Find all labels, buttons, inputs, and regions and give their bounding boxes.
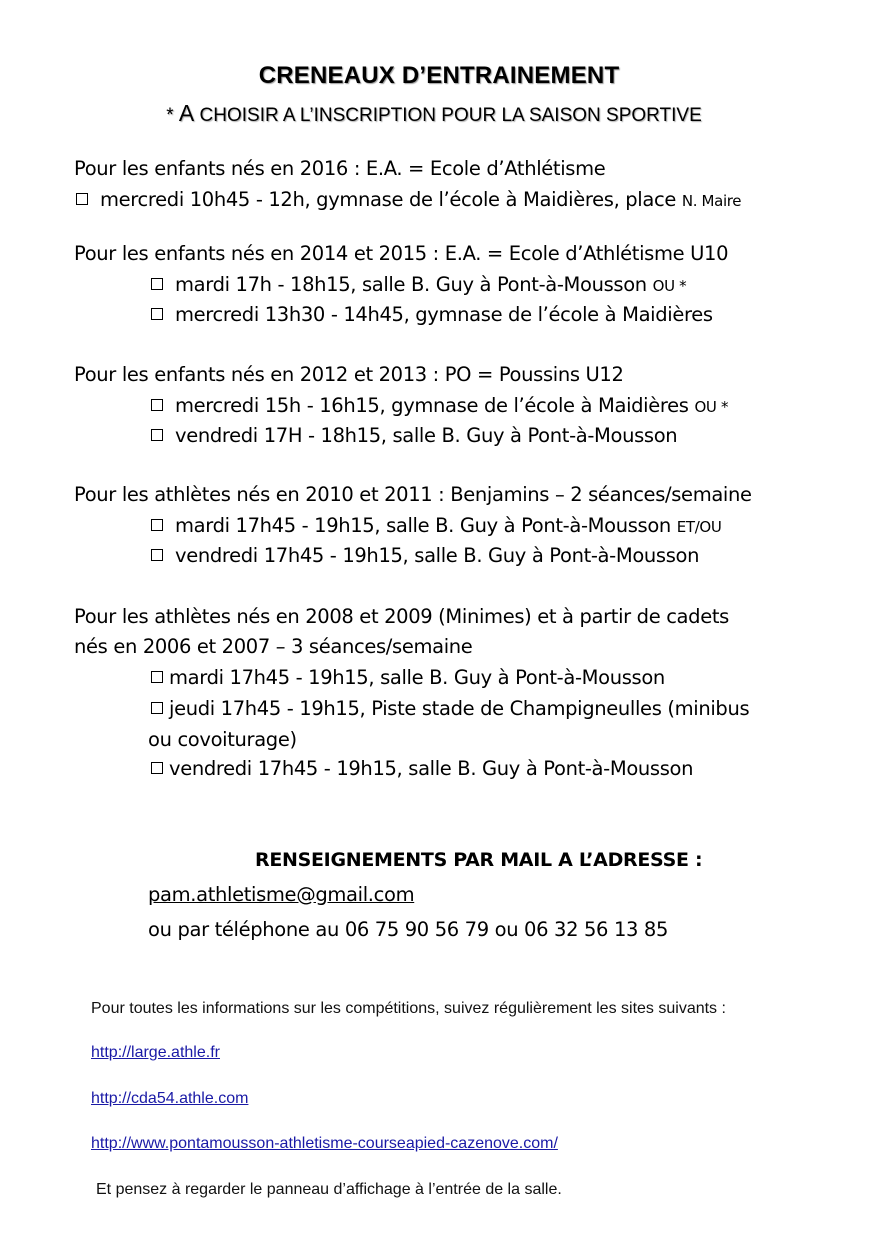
slot-2014-mercredi[interactable] xyxy=(151,303,713,326)
slot-text: mercredi 10h45 - 12h, gymnase de l’école à Maidières, place xyxy=(100,188,682,211)
checkbox[interactable] xyxy=(151,762,163,774)
group-heading-2010-2011: Pour les athlètes nés en 2010 et 2011 : Benjamins – 2 séances/semaine xyxy=(74,483,752,506)
group-heading-2008-2009-line2: nés en 2006 et 2007 – 3 séances/semaine xyxy=(74,635,473,658)
checkbox[interactable] xyxy=(151,278,163,290)
page-subtitle xyxy=(0,100,868,127)
slot-text: vendredi 17h45 - 19h15, salle B. Guy à Pont-à-Mousson xyxy=(169,757,694,780)
checkbox[interactable] xyxy=(151,308,163,320)
group-heading-2012-2013: Pour les enfants nés en 2012 et 2013 : PO = Poussins U12 xyxy=(74,363,624,386)
slot-text: mardi 17h45 - 19h15, salle B. Guy à Pont-à-Mousson xyxy=(169,666,665,689)
contact-phone: ou par téléphone au 06 75 90 56 79 ou 06 32 56 13 85 xyxy=(148,918,669,941)
links-footer: Et pensez à regarder le panneau d’affichage à l’entrée de la salle. xyxy=(96,1181,562,1198)
slot-2008-vendredi[interactable] xyxy=(151,757,693,780)
slot-suffix: ET/OU xyxy=(676,518,722,536)
slot-text: mardi 17h - 18h15, salle B. Guy à Pont-à-Mousson xyxy=(175,273,653,296)
subtitle-star: * xyxy=(166,105,179,126)
slot-2012-mercredi[interactable] xyxy=(151,394,728,417)
links-intro: Pour toutes les informations sur les compétitions, suivez régulièrement les sites suivants : xyxy=(91,1000,726,1017)
checkbox[interactable] xyxy=(151,399,163,411)
contact-email-link[interactable]: pam.athletisme@gmail.com xyxy=(148,883,415,906)
slot-suffix: OU * xyxy=(694,398,729,416)
slot-suffix: OU * xyxy=(652,277,687,295)
subtitle-text: CHOISIR A L’INSCRIPTION POUR LA SAISON SPORTIVE xyxy=(194,105,702,126)
slot-text: vendredi 17h45 - 19h15, salle B. Guy à Pont-à-Mousson xyxy=(175,544,700,567)
link-large-athle[interactable]: http://large.athle.fr xyxy=(91,1044,220,1061)
link-club-website[interactable]: http://www.pontamousson-athletisme-courseapied-cazenove.com/ xyxy=(91,1135,558,1152)
slot-2008-jeudi-continuation: ou covoiturage) xyxy=(148,728,297,751)
checkbox[interactable] xyxy=(151,429,163,441)
slot-text: mardi 17h45 - 19h15, salle B. Guy à Pont-à-Mousson xyxy=(175,514,677,537)
page-title: CRENEAUX D’ENTRAINEMENT xyxy=(258,62,620,89)
group-heading-2008-2009-line1: Pour les athlètes nés en 2008 et 2009 (Minimes) et à partir de cadets xyxy=(74,605,729,628)
slot-text: mercredi 13h30 - 14h45, gymnase de l’école à Maidières xyxy=(175,303,713,326)
checkbox[interactable] xyxy=(151,519,163,531)
contact-heading: RENSEIGNEMENTS PAR MAIL A L’ADRESSE : xyxy=(255,849,703,871)
slot-suffix: N. Maire xyxy=(681,192,742,210)
subtitle-initial: A xyxy=(178,100,195,126)
slot-2008-jeudi[interactable] xyxy=(151,697,749,720)
slot-2016-mercredi[interactable] xyxy=(76,188,741,211)
checkbox[interactable] xyxy=(76,193,88,205)
slot-2014-mardi[interactable] xyxy=(151,273,686,296)
slot-2008-mardi[interactable] xyxy=(151,666,665,689)
slot-2010-vendredi[interactable] xyxy=(151,544,699,567)
group-heading-2016: Pour les enfants nés en 2016 : E.A. = Ecole d’Athlétisme xyxy=(74,157,606,180)
slot-text: jeudi 17h45 - 19h15, Piste stade de Champigneulles (minibus xyxy=(169,697,750,720)
link-cda54-athle[interactable]: http://cda54.athle.com xyxy=(91,1090,249,1107)
checkbox[interactable] xyxy=(151,549,163,561)
checkbox[interactable] xyxy=(151,671,163,683)
slot-2010-mardi[interactable] xyxy=(151,514,722,537)
slot-text: mercredi 15h - 16h15, gymnase de l’école à Maidières xyxy=(175,394,695,417)
slot-text: vendredi 17H - 18h15, salle B. Guy à Pont-à-Mousson xyxy=(175,424,678,447)
slot-2012-vendredi[interactable] xyxy=(151,424,677,447)
checkbox[interactable] xyxy=(151,702,163,714)
group-heading-2014-2015: Pour les enfants nés en 2014 et 2015 : E.A. = Ecole d’Athlétisme U10 xyxy=(74,242,729,265)
